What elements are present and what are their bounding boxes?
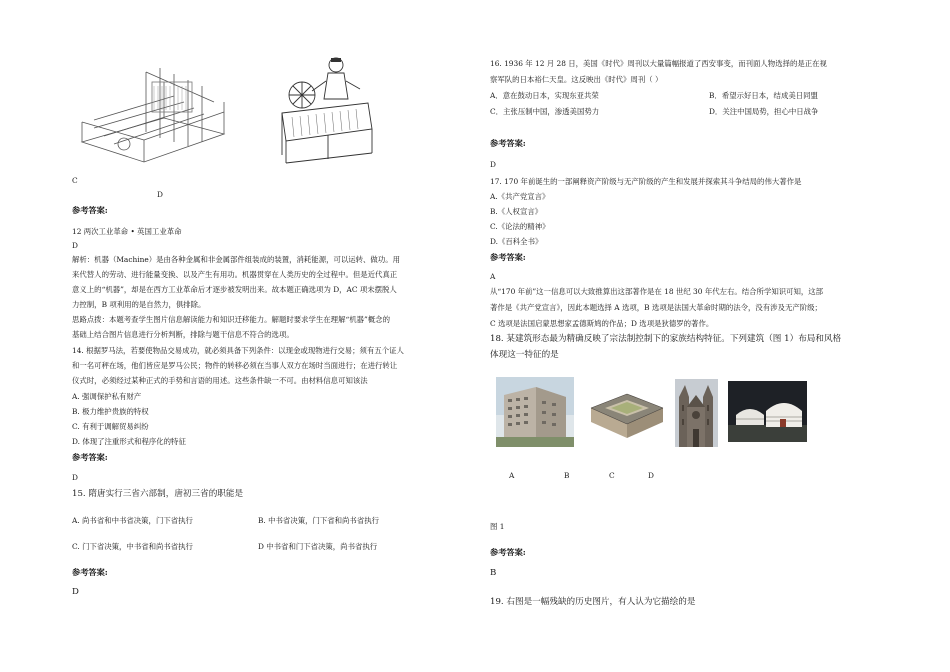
q15-answer-heading: 参考答案:	[72, 567, 108, 577]
q15-option-b: B. 中书省决策，门下省和尚书省执行	[258, 516, 379, 525]
q18-stem-line: 体现这一特征的是	[490, 350, 559, 360]
q12-heading: 12 两次工业革命 • 英国工业革命	[72, 227, 182, 236]
q12-analysis-line: 基础上结合图片信息进行分析判断，排除与题干信息不符合的选项。	[72, 330, 294, 339]
q14-option-d: D. 体现了注重形式和程序化的特征	[72, 437, 186, 446]
q16-answer: D	[490, 160, 496, 169]
q18-answer-heading: 参考答案:	[490, 547, 526, 557]
q14-stem-line: 仪式时，必须经过某种正式的手势和言语的用述。这些条件缺一不可。由材料信息可知该法	[72, 376, 368, 385]
apartment-building-photo	[496, 377, 574, 447]
yurt-photo	[728, 381, 807, 442]
q15-option-c: C. 门下省决策，中书省和尚书省执行	[72, 542, 193, 551]
figure-label-d: D	[157, 190, 163, 199]
q15-option-a: A. 尚书省和中书省决策，门下省执行	[72, 516, 193, 525]
q17-answer-heading: 参考答案:	[490, 252, 526, 262]
q15-option-d: D 中书省和门下省决策，尚书省执行	[258, 542, 378, 551]
q16-stem-line: 察军队的日本裕仁天皇。这反映出《时代》周刊（ ）	[490, 75, 663, 84]
q14-option-b: B. 极力维护贵族的特权	[72, 407, 149, 416]
q12-answer: D	[72, 241, 78, 250]
figure-caption: 图 1	[490, 522, 505, 531]
q12-analysis-line: 思路点拨：本题考查学生图片信息解读能力和知识迁移能力。解题时要求学生在理解“机器”概念的	[72, 315, 390, 324]
q14-option-a: A. 强调保护私有财产	[72, 392, 142, 401]
figure-label-c: C	[72, 176, 78, 185]
q12-analysis-line: 意义上的“机器”，却是在西方工业革命后才逐步被发明出来。故本题正确选项为 D，AC 项未摆脱人	[72, 285, 397, 294]
q15-stem: 15. 隋唐实行三省六部制，唐初三省的职能是	[72, 489, 244, 499]
q16-option-d: D．关注中国局势，担心中日战争	[709, 107, 819, 116]
q19-stem: 19. 右图是一幅残缺的历史图片，有人认为它描绘的是	[490, 597, 696, 607]
q18-stem-line: 18. 某建筑形态最为精确反映了宗法制控制下的家族结构特征。下列建筑（图 1）布局和风格	[490, 334, 842, 344]
q12-analysis-line: 来代替人的劳动、进行能量变换、以及产生有用功。机器贯穿在人类历史的全过程中。但是近代真正	[72, 270, 398, 279]
q18-answer: B	[490, 568, 497, 578]
q14-answer-heading: 参考答案:	[72, 452, 108, 462]
q17-option-c: C.《论法的精神》	[490, 222, 550, 231]
photo-label-d: D	[648, 471, 654, 480]
spinning-worker-sketch-image	[268, 55, 380, 167]
answer-heading: 参考答案:	[72, 205, 108, 215]
gothic-cathedral-photo	[675, 379, 718, 447]
photo-label-c: C	[609, 471, 615, 480]
photo-label-b: B	[564, 471, 570, 480]
q16-stem-line: 16. 1936 年 12 月 28 日，美国《时代》周刊以大量篇幅报道了西安事变，而刊面人物选择的是正在视	[490, 59, 827, 68]
q17-analysis-line: 从“170 年前”这一信息可以大致推算出这部著作是在 18 世纪 30 年代左右。结合所学知识可知，这部	[490, 287, 824, 296]
loom-sketch-image	[74, 62, 234, 168]
q16-option-a: A．意在鼓动日本，实现东亚共荣	[490, 91, 599, 100]
q14-stem-line: 14. 根据罗马法，若要使物品交易成功，就必须具备下列条件：以现金或现物进行交易；须有五个证人	[72, 346, 404, 355]
q17-analysis-line: C 选项是法国启蒙思想家孟德斯鸠的作品；D 选项是狄德罗的著作。	[490, 319, 714, 328]
photo-label-a: A	[509, 471, 515, 480]
q17-option-d: D.《百科全书》	[490, 237, 543, 246]
q17-option-a: A.《共产党宣言》	[490, 192, 550, 201]
q14-answer: D	[72, 473, 78, 482]
q17-analysis-line: 著作是《共产党宣言》，因此本题选择 A 选项，B 选项是法国大革命时期的法令，没有涉及无产阶级；	[490, 303, 822, 312]
q14-option-c: C. 有利于调解贸易纠纷	[72, 422, 149, 431]
q17-answer: A	[490, 272, 496, 281]
q17-option-b: B.《人权宣言》	[490, 207, 543, 216]
q16-option-c: C．主张压制中国，渗透美国势力	[490, 107, 600, 116]
q15-answer: D	[72, 587, 79, 597]
q12-analysis-line: 力控制，B 项利用的是自然力，俱排除。	[72, 300, 206, 309]
siheyuan-courtyard-photo	[585, 382, 667, 442]
q16-option-b: B．希望示好日本，结成美日同盟	[709, 91, 818, 100]
q14-stem-line: 和一名可秤在场，他们皆应是罗马公民；物件的转移必须在当事人双方在场时当面进行；在进行转让	[72, 361, 398, 370]
q12-analysis-line: 解析：机器（Machine）是由各种金属和非金属部件组装成的装置，消耗能源，可以运转、做功。用	[72, 255, 400, 264]
q16-answer-heading: 参考答案:	[490, 138, 526, 148]
q17-stem: 17. 170 年前诞生的一部阐释资产阶级与无产阶级的产生和发展并探索其斗争结局的伟大著作是	[490, 177, 802, 186]
